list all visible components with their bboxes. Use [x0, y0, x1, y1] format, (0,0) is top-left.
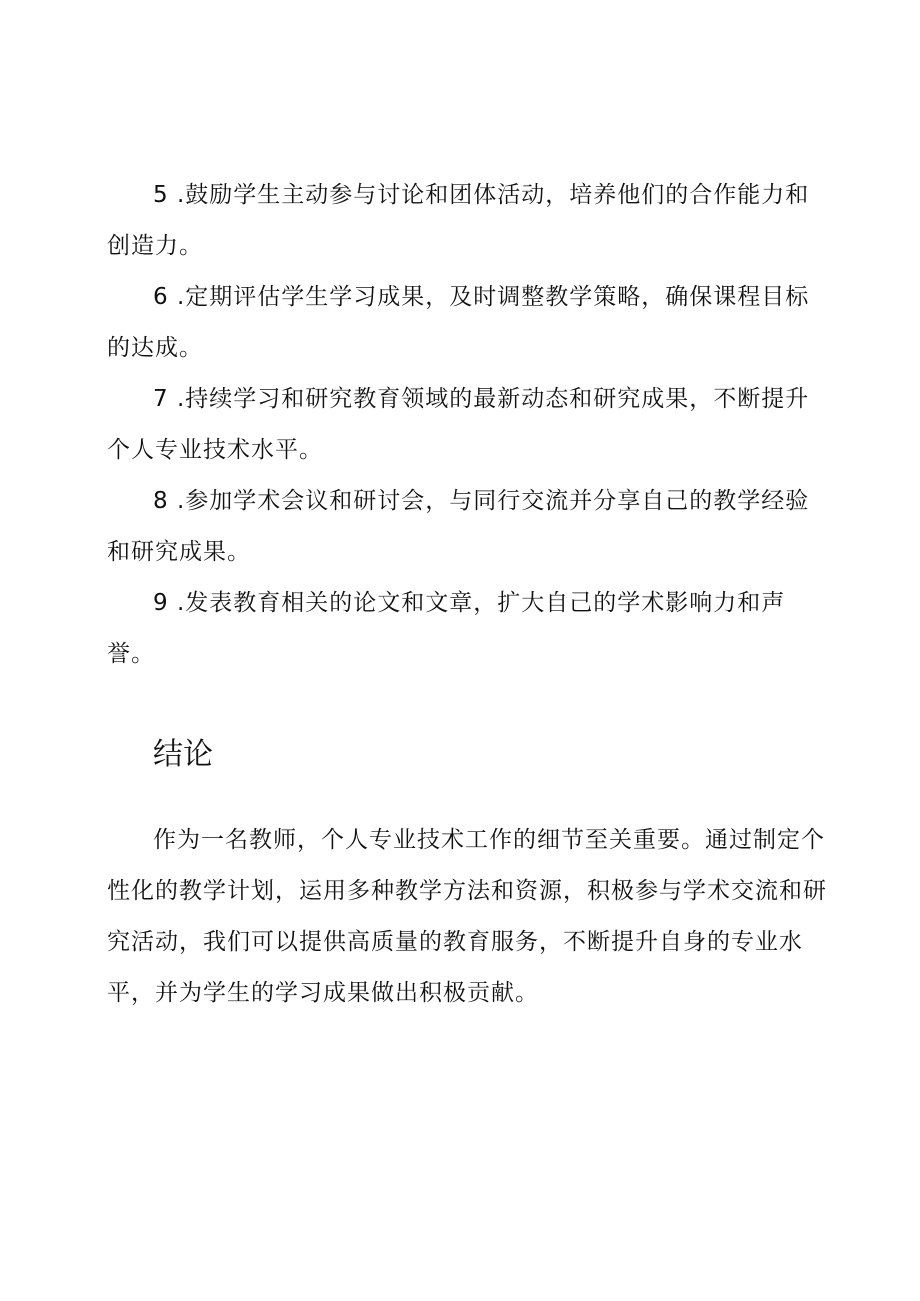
page-content [107, 170, 827, 1019]
list-item-9: 9 .发表教育相关的论文和文章，扩大自己的学术影响力和声誉。 [107, 590, 786, 667]
list-item-6: 6 .定期评估学生学习成果，及时调整教学策略，确保课程目标的达成。 [107, 284, 810, 361]
list-item-7: 7 .持续学习和研究教育领域的最新动态和研究成果，不断提升个人专业技术水平。 [107, 386, 810, 463]
list-item-8: 8 .参加学术会议和研讨会，与同行交流并分享自己的教学经验和研究成果。 [107, 488, 810, 565]
conclusion-paragraph: 作为一名教师，个人专业技术工作的细节至关重要。通过制定个性化的教学计划，运用多种教学方法和资源，积极参与学术交流和研究活动，我们可以提供高质量的教育服务，不断提升自身的专业水平，并为学生的学习成果做出积极贡献。 [107, 827, 827, 1006]
list-item-5: 5 .鼓励学生主动参与讨论和团体活动，培养他们的合作能力和创造力。 [107, 182, 810, 259]
conclusion-heading: 结论 [153, 737, 213, 772]
